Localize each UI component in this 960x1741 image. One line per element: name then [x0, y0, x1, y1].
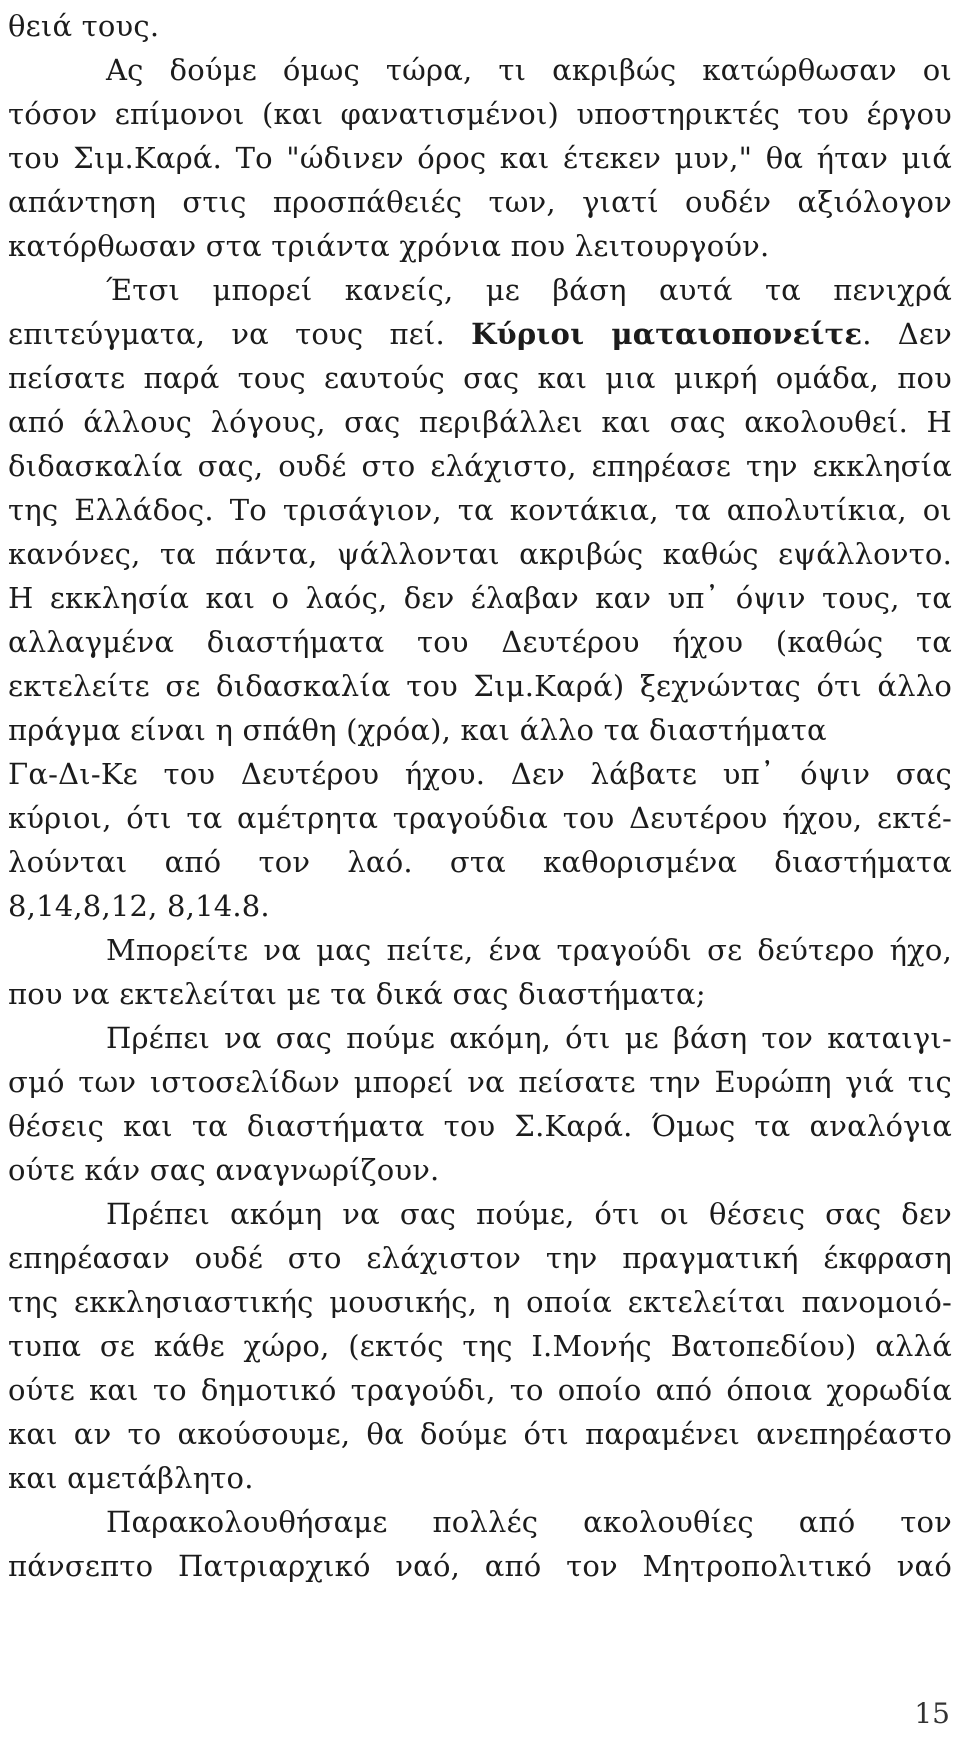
text-line: πείσατε παρά τους εαυτούς σας και μια μικρή ομάδα, που	[8, 361, 952, 395]
text-line: διδασκαλία σας, ουδέ στο ελάχιστο, επηρέασε την εκκλησία	[8, 449, 952, 483]
text-line: Η εκκλησία και ο λαός, δεν έλαβαν καν υπ᾽ όψιν τους, τα	[8, 581, 952, 615]
text-line: Γα-Δι-Κε του Δευτέρου ήχου. Δεν λάβατε υπ᾽ όψιν σας	[8, 757, 952, 791]
text-line: Έτσι μπορεί κανείς, με βάση αυτά τα πενιχρά	[106, 273, 952, 307]
text-line: Πρέπει να σας πούμε ακόμη, ότι με βάση τον καταιγι-	[106, 1021, 952, 1055]
emphasized-phrase: Κύριοι ματαιοπονείτε	[471, 317, 863, 351]
text-line: Ας δούμε όμως τώρα, τι ακριβώς κατώρθωσαν οι	[106, 53, 952, 87]
text-line: εκτελείτε σε διδασκαλία του Σιμ.Καρά) ξεχνώντας ότι άλλο	[8, 669, 952, 703]
text-line: πάνσεπτο Πατριαρχικό ναό, από τον Μητροπολιτικό ναό	[8, 1549, 952, 1583]
text-line: Παρακολουθήσαμε πολλές ακολουθίες από τον	[106, 1505, 952, 1539]
text-span: επιτεύγματα, να τους πεί.	[8, 317, 472, 351]
text-line: πράγμα είναι η σπάθη (χρόα), και άλλο τα διαστήματα	[8, 713, 827, 747]
text-line: της εκκλησιαστικής μουσικής, η οποία εκτελείται πανομοιό-	[8, 1285, 952, 1319]
text-line: τόσον επίμονοι (και φανατισμένοι) υποστηρικτές του έργου	[8, 97, 952, 131]
text-line: σμό των ιστοσελίδων μπορεί να πείσατε την Ευρώπη γιά τις	[8, 1065, 952, 1099]
page-number: 15	[914, 1697, 950, 1730]
text-line: θέσεις και τα διαστήματα του Σ.Καρά. Όμως τα αναλόγια	[8, 1109, 952, 1143]
text-line: που να εκτελείται με τα δικά σας διαστήματα;	[8, 977, 706, 1011]
text-line: τυπα σε κάθε χώρο, (εκτός της Ι.Μονής Βατοπεδίου) αλλά	[8, 1329, 952, 1363]
text-line: 8,14,8,12, 8,14.8.	[8, 889, 270, 923]
text-line: κανόνες, τα πάντα, ψάλλονται ακριβώς καθώς εψάλλοντο.	[8, 537, 952, 571]
text-line: αλλαγμένα διαστήματα του Δευτέρου ήχου (καθώς τα	[8, 625, 952, 659]
text-line: του Σιμ.Καρά. Το "ώδινεν όρος και έτεκεν μυν," θα ήταν μιά	[8, 141, 952, 175]
text-line: ούτε κάν σας αναγνωρίζουν.	[8, 1153, 440, 1187]
text-line: απάντηση στις προσπάθειές των, γιατί ουδέν αξιόλογον	[8, 185, 952, 219]
text-line: λούνται από τον λαό. στα καθορισμένα διαστήματα	[8, 845, 952, 879]
text-line: και αμετάβλητο.	[8, 1461, 254, 1495]
text-line: θειά τους.	[8, 9, 160, 43]
text-line: της Ελλάδος. Το τρισάγιον, τα κοντάκια, τα απολυτίκια, οι	[8, 493, 952, 527]
text-span: . Δεν	[862, 317, 952, 351]
text-line: επηρέασαν ουδέ στο ελάχιστον την πραγματική έκφραση	[8, 1241, 952, 1275]
text-line: και αν το ακούσουμε, θα δούμε ότι παραμένει ανεπηρέαστο	[8, 1417, 952, 1451]
text-line: Μπορείτε να μας πείτε, ένα τραγούδι σε δεύτερο ήχο,	[106, 933, 952, 967]
text-line: κατόρθωσαν στα τριάντα χρόνια που λειτουργούν.	[8, 229, 770, 263]
text-line: κύριοι, ότι τα αμέτρητα τραγούδια του Δευτέρου ήχου, εκτέ-	[8, 801, 952, 835]
text-line: ούτε και το δημοτικό τραγούδι, το οποίο από όποια χορωδία	[8, 1373, 952, 1407]
text-line: Πρέπει ακόμη να σας πούμε, ότι οι θέσεις σας δεν	[106, 1197, 952, 1231]
text-line: από άλλους λόγους, σας περιβάλλει και σας ακολουθεί. Η	[8, 405, 952, 439]
